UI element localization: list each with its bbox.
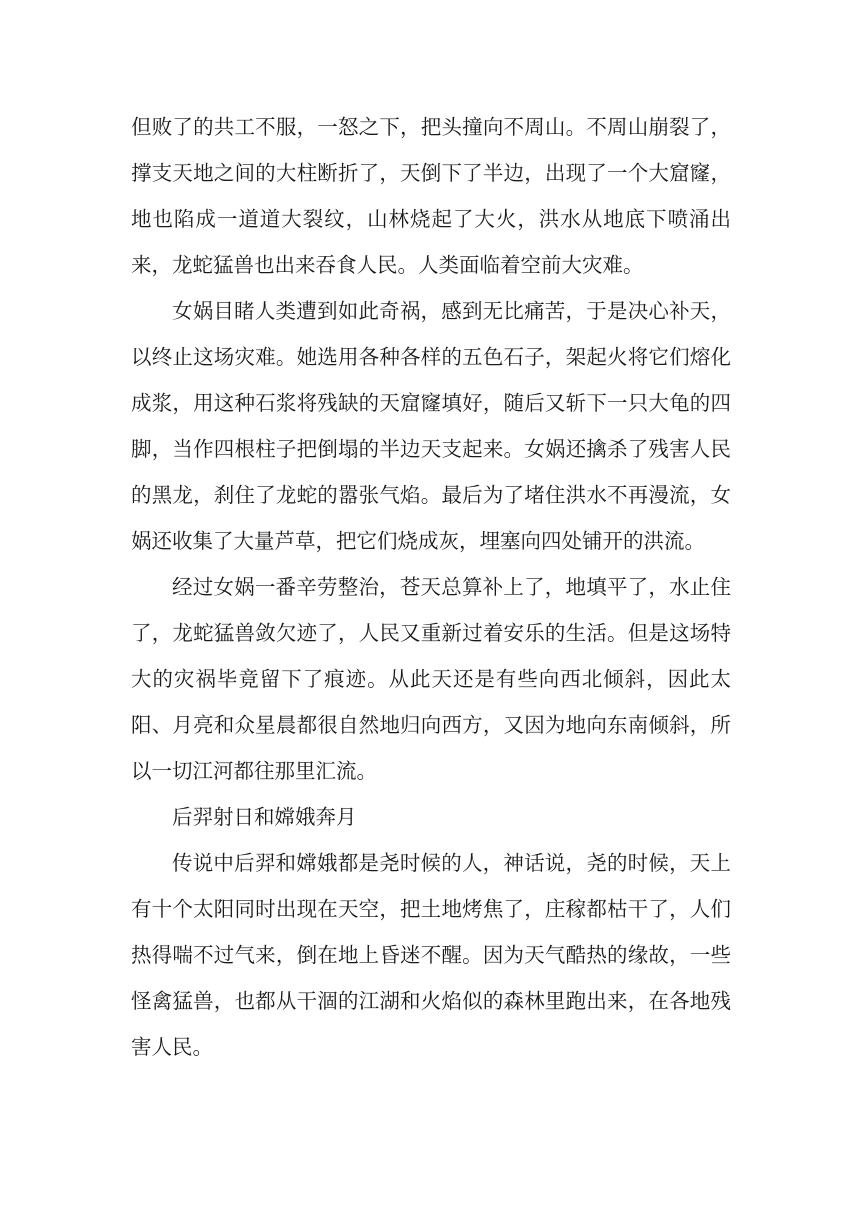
paragraph-gonggong-continuation: 但败了的共工不服，一怒之下，把头撞向不周山。不周山崩裂了，撑支天地之间的大柱断折了，天倒下了半边，出现了一个大窟窿，地也陷成一道道大裂纹，山林烧起了大火，洪水从地底下喷涌出来，龙蛇猛兽也出来吞食人民。人类面临着空前大灾难。 xyxy=(131,115,731,277)
document-body xyxy=(131,104,731,1070)
paragraph-houyi-legend: 传说中后羿和嫦娥都是尧时候的人，神话说，尧的时候，天上有十个太阳同时出现在天空，把土地烤焦了，庄稼都枯干了，人们热得喘不过气来，倒在地上昏迷不醒。因为天气酷热的缘故，一些怪禽猛兽，也都从干涸的江湖和火焰似的森林里跑出来，在各地残害人民。 xyxy=(131,851,731,1059)
paragraph-aftermath: 经过女娲一番辛劳整治，苍天总算补上了，地填平了，水止住了，龙蛇猛兽敛欠迹了，人民又重新过着安乐的生活。但是这场特大的灾祸毕竟留下了痕迹。从此天还是有些向西北倾斜，因此太阳、月亮和众星晨都很自然地归向西方，又因为地向东南倾斜，所以一切江河都往那里汇流。 xyxy=(131,575,731,783)
section-heading: 后羿射日和嫦娥奔月 xyxy=(172,805,357,829)
paragraph-nuwa-mends-sky: 女娲目睹人类遭到如此奇祸，感到无比痛苦，于是决心补天，以终止这场灾难。她选用各种各样的五色石子，架起火将它们熔化成浆，用这种石浆将残缺的天窟窿填好，随后又斩下一只大龟的四脚，当作四根柱子把倒塌的半边天支起来。女娲还擒杀了残害人民的黑龙，刹住了龙蛇的嚣张气焰。最后为了堵住洪水不再漫流，女娲还收集了大量芦草，把它们烧成灰，埋塞向四处铺开的洪流。 xyxy=(131,299,731,553)
